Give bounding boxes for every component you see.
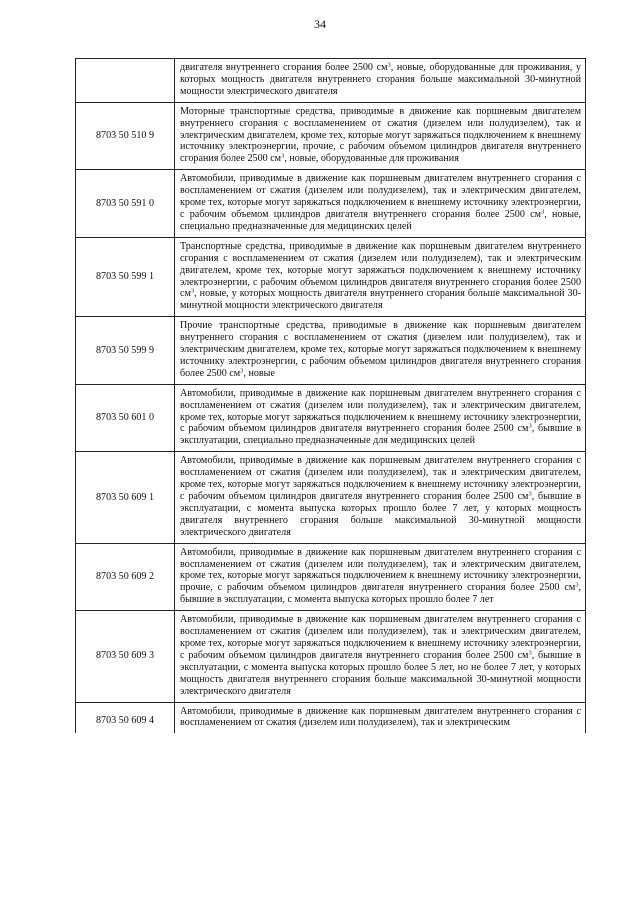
table-row	[76, 384, 586, 452]
code-cell: 8703 50 609 3	[76, 611, 175, 702]
table-row	[76, 611, 586, 702]
description-cell: Автомобили, приводимые в движение как поршневым двигателем внутреннего сгорания с воспламенением от сжатия (дизелем или полудизелем), так и электрическим двигателем, кроме тех, которые могут заряжаться подключением к внешнему источнику электроэнергии, с рабочим объемом цилиндров двигателя внутреннего сгорания более 2500 $см^3$, новые, специально предназначенные для медицинских целей	[175, 170, 586, 238]
code-cell: 8703 50 609 4	[76, 702, 175, 733]
description-cell: Транспортные средства, приводимые в движение как поршневым двигателем внутреннего сгорания с воспламенением от сжатия (дизелем или полудизелем), так и электрическим двигателем, кроме тех, которые могут заряжаться подключением к внешнему источнику электроэнергии, с рабочим объемом цилиндров двигателя внутреннего сгорания более 2500 $см^3$, новые, у которых мощность двигателя внутреннего сгорания больше максимальной 30-минутной мощности электрического двигателя	[175, 237, 586, 316]
code-cell: 8703 50 609 1	[76, 452, 175, 543]
code-cell	[76, 59, 175, 103]
table-row	[76, 317, 586, 385]
table-row	[76, 102, 586, 170]
description-cell: Автомобили, приводимые в движение как поршневым двигателем внутреннего сгорания с воспламенением от сжатия (дизелем или полудизелем), так и электрическим двигателем, кроме тех, которые могут заряжаться подключением к внешнему источнику электроэнергии, с рабочим объемом цилиндров двигателя внутреннего сгорания более 2500 $см^3$, бывшие в эксплуатации, с момента выпуска которых прошло более 5 лет, но не более 7 лет, у которых мощность двигателя внутреннего сгорания больше максимальной 30-минутной мощности электрического двигателя	[175, 611, 586, 702]
page-number: 34	[314, 17, 326, 31]
description-cell: Прочие транспортные средства, приводимые в движение как поршневым двигателем внутреннего сгорания с воспламенением от сжатия (дизелем или полудизелем), так и электрическим двигателем, кроме тех, которые могут заряжаться подключением к внешнему источнику электроэнергии, с рабочим объемом цилиндров двигателя внутреннего сгорания более 2500 $см^3$, новые	[175, 317, 586, 385]
table-row	[76, 543, 586, 611]
table-row	[76, 237, 586, 316]
description-cell: Моторные транспортные средства, приводимые в движение как поршневым двигателем внутреннего сгорания с воспламенением от сжатия (дизелем или полудизелем), так и электрическим двигателем, кроме тех, которые могут заряжаться подключением к внешнему источнику электроэнергии, прочие, с рабочим объемом цилиндров двигателя внутреннего сгорания более 2500 $см^3$, новые, оборудованные для проживания	[175, 102, 586, 170]
description-cell: Автомобили, приводимые в движение как поршневым двигателем внутреннего сгорания с воспламенением от сжатия (дизелем или полудизелем), так и электрическим двигателем, кроме тех, которые могут заряжаться подключением к внешнему источнику электроэнергии, с рабочим объемом цилиндров двигателя внутреннего сгорания более 2500 $см^3$, бывшие в эксплуатации, специально предназначенные для медицинских целей	[175, 384, 586, 452]
code-cell: 8703 50 591 0	[76, 170, 175, 238]
table-row	[76, 59, 586, 103]
description-cell: Автомобили, приводимые в движение как поршневым двигателем внутреннего сгорания с воспламенением от сжатия (дизелем или полудизелем), так и электрическим	[175, 702, 586, 733]
table-row	[76, 702, 586, 733]
code-cell: 8703 50 510 9	[76, 102, 175, 170]
customs-code-table	[75, 58, 586, 733]
table-row	[76, 452, 586, 543]
description-cell: Автомобили, приводимые в движение как поршневым двигателем внутреннего сгорания с воспламенением от сжатия (дизелем или полудизелем), так и электрическим двигателем, кроме тех, которые могут заряжаться подключением к внешнему источнику электроэнергии, с рабочим объемом цилиндров двигателя внутреннего сгорания более 2500 $см^3$, бывшие в эксплуатации, с момента выпуска которых прошло более 7 лет, у которых мощность двигателя внутреннего сгорания больше максимальной 30-минутной мощности электрического двигателя	[175, 452, 586, 543]
description-cell: Автомобили, приводимые в движение как поршневым двигателем внутреннего сгорания с воспламенением от сжатия (дизелем или полудизелем), так и электрическим двигателем, кроме тех, которые могут заряжаться подключением к внешнему источнику электроэнергии, прочие, с рабочим объемом цилиндров двигателя внутреннего сгорания более 2500 $см^3$, бывшие в эксплуатации, с момента выпуска которых прошло более 7 лет	[175, 543, 586, 611]
description-cell: двигателя внутреннего сгорания более 2500 $см^3$, новые, оборудованные для проживания, у которых мощность двигателя внутреннего сгорания больше максимальной 30-минутной мощности электрического двигателя	[175, 59, 586, 103]
code-cell: 8703 50 599 1	[76, 237, 175, 316]
table-row	[76, 170, 586, 238]
code-cell: 8703 50 609 2	[76, 543, 175, 611]
code-cell: 8703 50 601 0	[76, 384, 175, 452]
code-cell: 8703 50 599 9	[76, 317, 175, 385]
